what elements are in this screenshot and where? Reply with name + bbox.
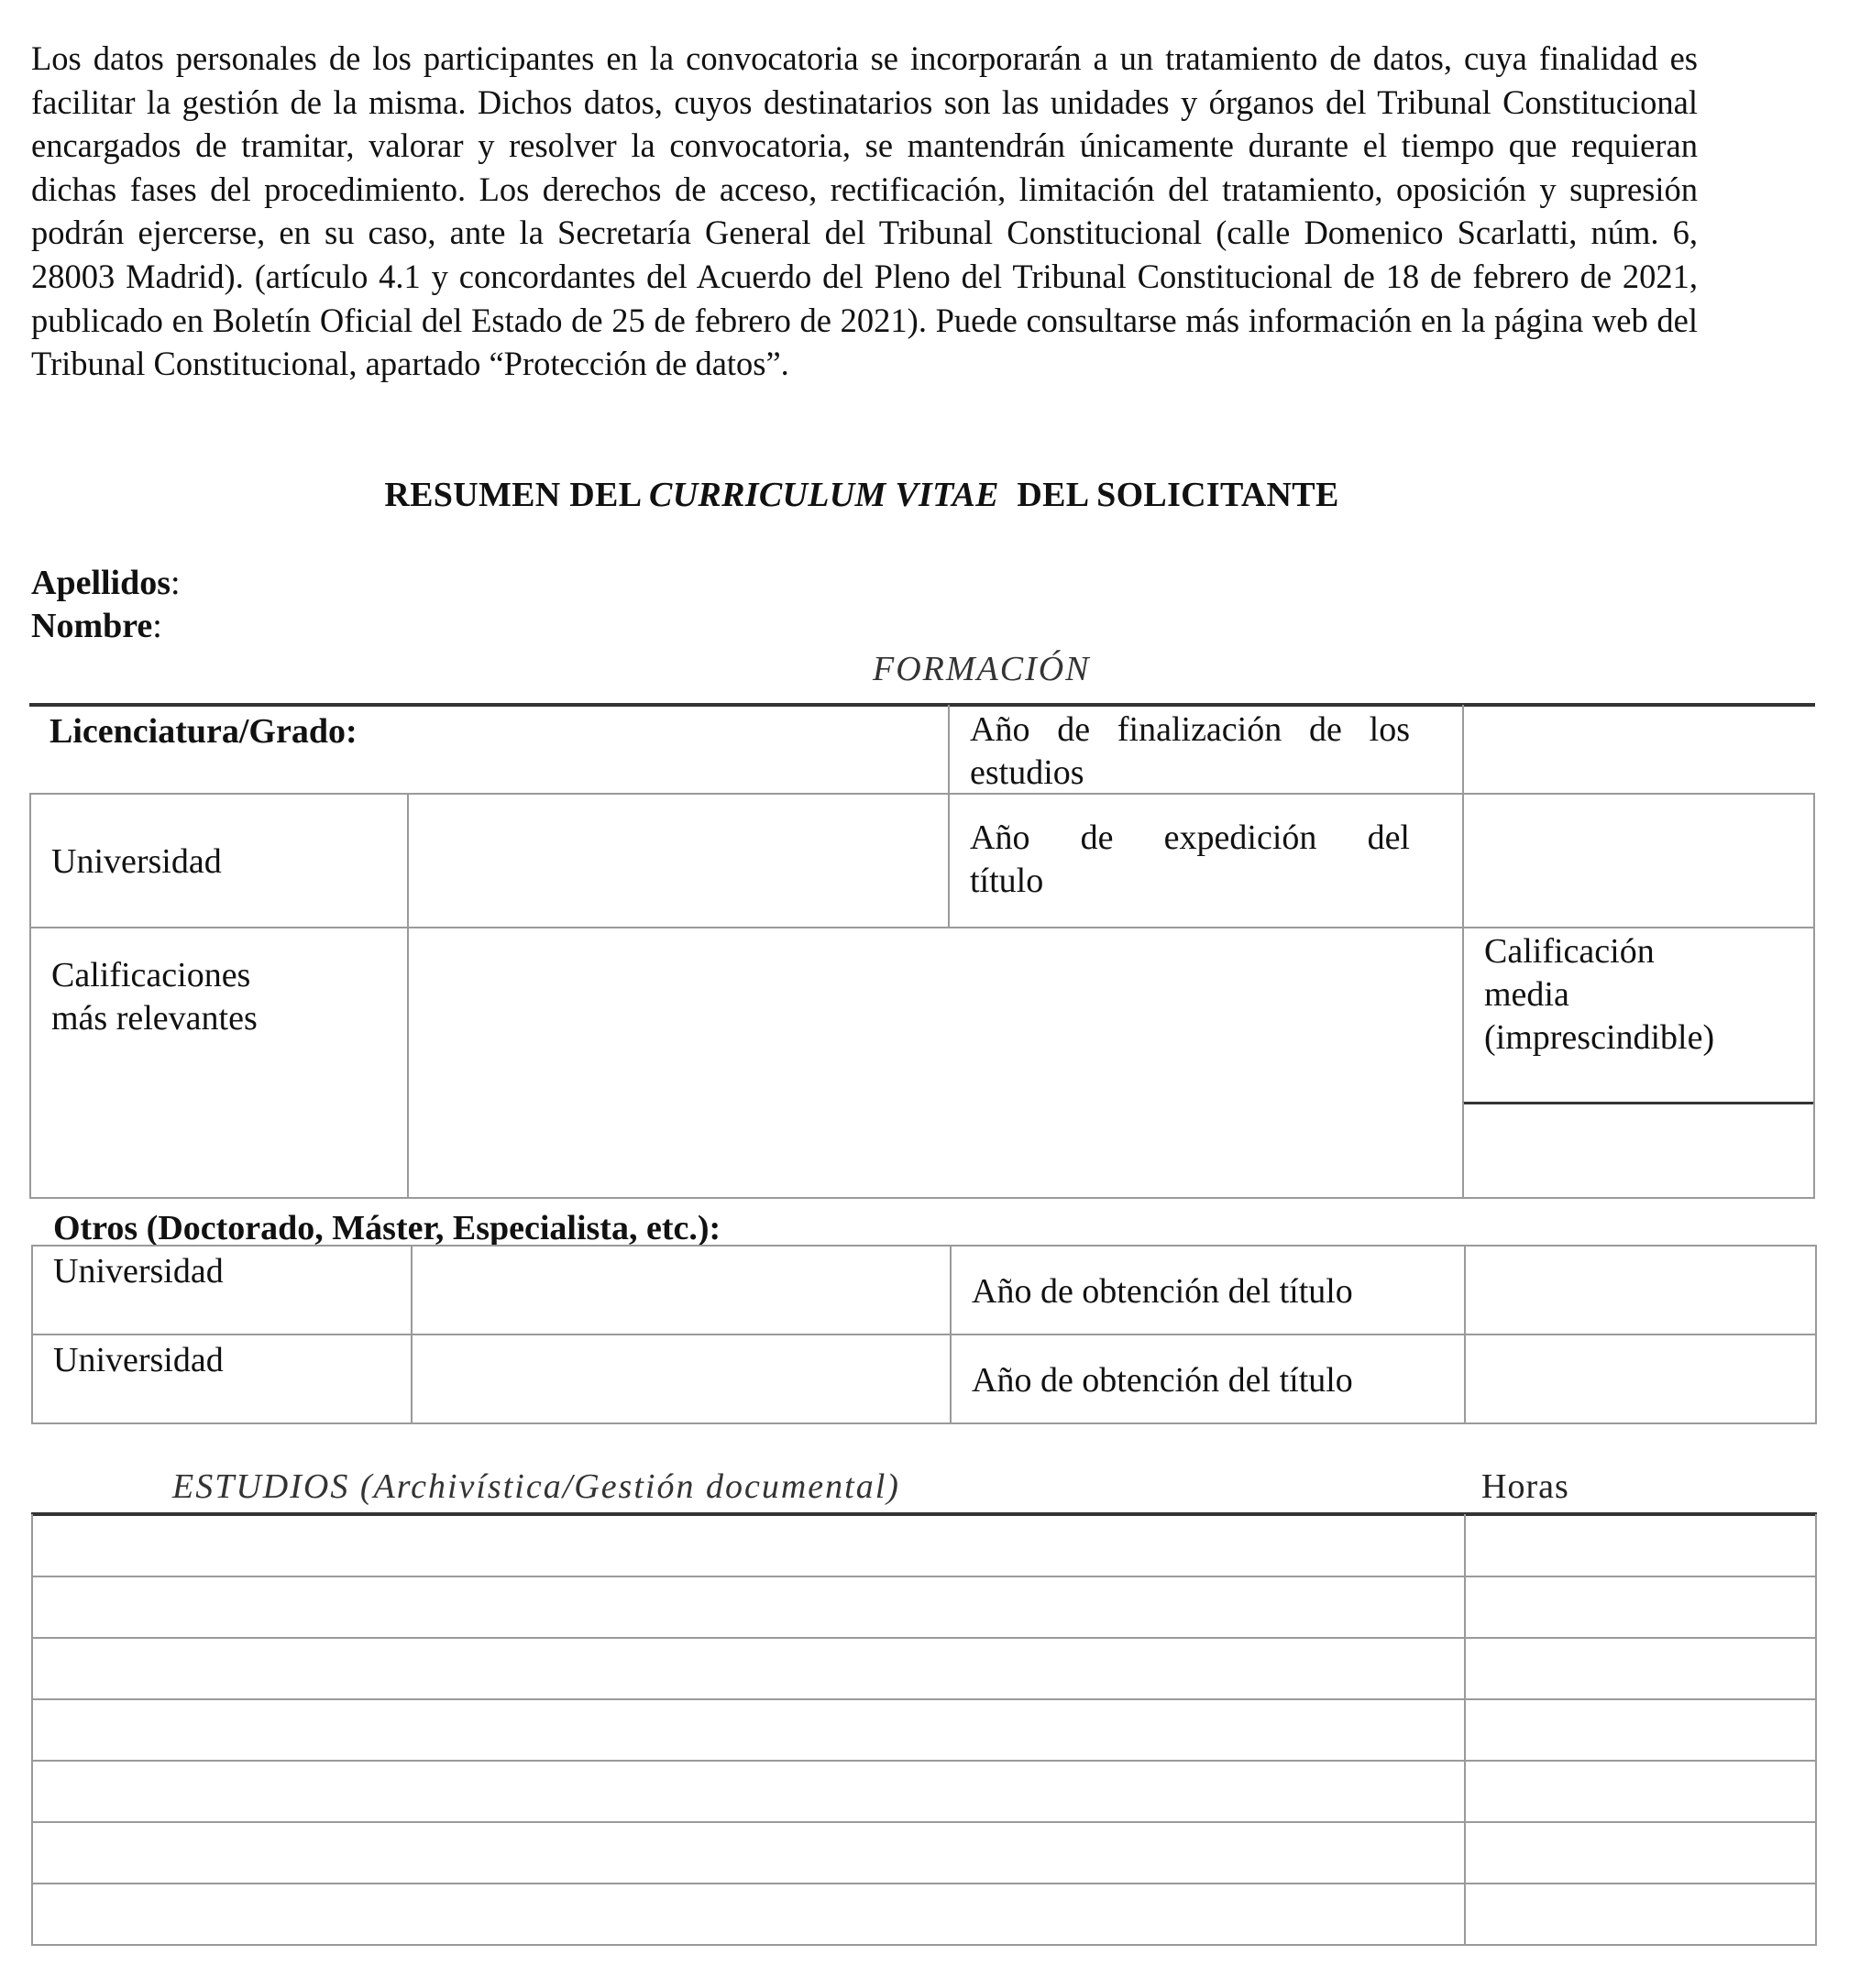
data-protection-paragraph: Los datos personales de los participantes en la convocatoria se incorporarán a un tratamiento de datos, cuya finalidad es facilitar la gestión de la misma. Dichos datos, cuyos destinatarios son las unidades y órganos del Tribunal Constitucional encargados de tramitar, valorar y resolver la convocatoria, se mantendrán únicamente durante el tiempo que requieran dichas fases del procedimiento. Los derechos de acceso, rectificación, limitación del tratamiento, oposición y supresión podrán ejercerse, en su caso, ante la Secretaría General del Tribunal Constitucional (calle Domenico Scarlatti, núm. 6, 28003 Madrid). (artículo 4.1 y concordantes del Acuerdo del Pleno del Tribunal Constitucional de 18 de febrero de 2021, publicado en Boletín Oficial del Estado de 25 de febrero de 2021). Puede consultarse más información en la página web del Tribunal Constitucional, apartado “Protección de datos”.	[31, 39, 1698, 383]
otros-ano-input-2[interactable]	[1464, 1334, 1817, 1424]
calificaciones-input[interactable]	[407, 927, 1464, 1199]
estudios-row-6-hours[interactable]	[1464, 1821, 1817, 1884]
nombre-label: Nombre	[31, 607, 153, 645]
otros-universidad-label-1: Universidad	[53, 1252, 224, 1291]
estudios-row-2-hours[interactable]	[1464, 1576, 1817, 1639]
universidad-input[interactable]	[407, 793, 950, 928]
ano-finalizacion-label-1: Año de finalización de los	[970, 710, 1410, 749]
otros-heading: Otros (Doctorado, Máster, Especialista, etc.):	[53, 1209, 721, 1247]
ano-expedicion-cell	[948, 793, 1464, 928]
calificacion-media-input[interactable]	[1462, 1103, 1815, 1199]
otros-universidad-label-2: Universidad	[53, 1341, 224, 1379]
calificacion-media-label-2: media	[1484, 975, 1569, 1014]
otros-universidad-label-cell-1	[31, 1245, 413, 1335]
title-italic: CURRICULUM VITAE	[649, 476, 999, 514]
estudios-row-4-name[interactable]	[31, 1698, 1466, 1762]
estudios-row-1-name[interactable]	[31, 1514, 1466, 1577]
otros-ano-label-2: Año de obtención del título	[972, 1361, 1353, 1400]
ano-expedicion-label-1: Año de expedición del	[970, 818, 1410, 857]
otros-ano-label-cell-1	[950, 1245, 1466, 1335]
calificacion-media-label-3: (imprescindible)	[1484, 1018, 1715, 1057]
formacion-heading: FORMACIÓN	[873, 650, 1091, 688]
calificaciones-label-cell	[29, 927, 409, 1199]
ano-expedicion-input[interactable]	[1462, 793, 1815, 928]
estudios-heading: ESTUDIOS (Archivística/Gestión documental)	[172, 1467, 900, 1506]
horas-heading: Horas	[1481, 1467, 1569, 1506]
estudios-row-7-name[interactable]	[31, 1883, 1466, 1946]
licenciatura-label: Licenciatura/Grado:	[50, 712, 358, 751]
estudios-row-4-hours[interactable]	[1464, 1698, 1817, 1762]
ano-finalizacion-cell	[948, 705, 1464, 795]
otros-ano-input-1[interactable]	[1464, 1245, 1817, 1335]
title-part-2: DEL SOLICITANTE	[998, 476, 1339, 514]
universidad-label-cell	[29, 793, 409, 928]
otros-ano-label-cell-2	[950, 1334, 1466, 1424]
estudios-row-1-hours[interactable]	[1464, 1514, 1817, 1577]
calificaciones-label-2: más relevantes	[51, 999, 258, 1038]
otros-ano-label-1: Año de obtención del título	[972, 1272, 1353, 1311]
estudios-row-3-name[interactable]	[31, 1637, 1466, 1700]
estudios-row-5-name[interactable]	[31, 1760, 1466, 1823]
licenciatura-cell	[29, 705, 950, 795]
estudios-row-5-hours[interactable]	[1464, 1760, 1817, 1823]
calificacion-media-cell	[1462, 927, 1815, 1104]
calificacion-media-label-1: Calificación	[1484, 932, 1655, 971]
calificaciones-label-1: Calificaciones	[51, 956, 251, 994]
nombre-field: Nombre:	[31, 607, 162, 645]
apellidos-field: Apellidos:	[31, 564, 181, 602]
ano-finalizacion-input[interactable]	[1462, 705, 1815, 795]
title-part-1: RESUMEN DEL	[384, 476, 650, 514]
estudios-row-7-hours[interactable]	[1464, 1883, 1817, 1946]
page-title	[0, 475, 1723, 515]
estudios-row-6-name[interactable]	[31, 1821, 1466, 1884]
otros-universidad-input-1[interactable]	[411, 1245, 952, 1335]
estudios-row-3-hours[interactable]	[1464, 1637, 1817, 1700]
ano-expedicion-label-2: título	[970, 862, 1044, 900]
estudios-row-2-name[interactable]	[31, 1576, 1466, 1639]
universidad-label: Universidad	[51, 842, 222, 881]
apellidos-label: Apellidos	[31, 564, 171, 602]
otros-universidad-input-2[interactable]	[411, 1334, 952, 1424]
ano-finalizacion-label-2: estudios	[970, 753, 1084, 792]
otros-universidad-label-cell-2	[31, 1334, 413, 1424]
